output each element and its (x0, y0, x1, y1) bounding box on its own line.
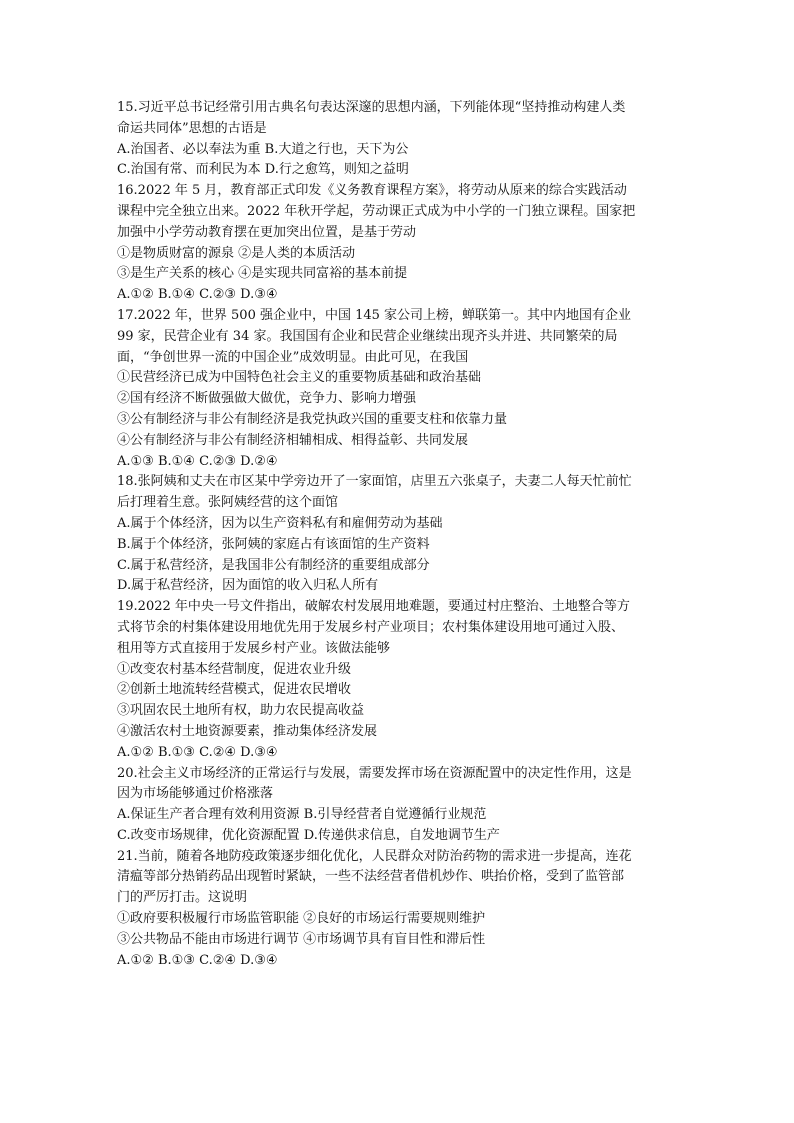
question-stem-line: 17.2022 年，世界 500 强企业中，中国 145 家公司上榜，蝉联第一。其中内地国有企业 (117, 307, 632, 323)
question-answer-choices: A.①② B.①④ C.②③ D.③④ (117, 287, 278, 303)
question-stem-line: 式将节余的村集体建设用地优先用于发展乡村产业项目；农村集体建设用地可通过入股、 (117, 619, 625, 635)
question-option-line: ②创新土地流转经营模式，促进农民增收 (117, 682, 352, 698)
question-answer-choices: A.①③ B.①④ C.②③ D.②④ (117, 453, 278, 469)
question-option-line: ④激活农村土地资源要素，推动集体经济发展 (117, 723, 378, 739)
question-option-line: A.保证生产者合理有效利用资源 B.引导经营者自觉遵循行业规范 (117, 807, 487, 823)
question-17 (117, 306, 683, 472)
question-option-line: ③是生产关系的核心 ④是实现共同富裕的基本前提 (117, 266, 408, 282)
question-18 (117, 472, 683, 597)
question-stem-line: 命运共同体”思想的古语是 (117, 120, 267, 136)
question-15 (117, 98, 683, 181)
question-19 (117, 597, 683, 763)
question-option-line: ①政府要积极履行市场监管职能 ②良好的市场运行需要规则维护 (117, 911, 486, 927)
question-stem-line: 面，“争创世界一流的中国企业”成效明显。由此可见，在我国 (117, 349, 469, 365)
question-stem-line: 21.当前，随着各地防疫政策逐步细化优化，人民群众对防治药物的需求进一步提高，连花 (117, 848, 632, 864)
question-stem-line: 租用等方式直接用于发展乡村产业。该做法能够 (117, 640, 391, 656)
question-option-line: B.属于个体经济，张阿姨的家庭占有该面馆的生产资料 (117, 536, 430, 552)
question-option-line: ③公有制经济与非公有制经济是我党执政兴国的重要支柱和依靠力量 (117, 411, 508, 427)
question-option-line: A.治国者、必以奉法为重 B.大道之行也，天下为公 (117, 141, 409, 157)
question-option-line: ③巩固农民土地所有权，助力农民提高收益 (117, 703, 365, 719)
question-stem-line: 19.2022 年中央一号文件指出，破解农村发展用地难题，要通过村庄整治、土地整合等方 (117, 599, 630, 615)
question-stem-line: 因为市场能够通过价格涨落 (117, 786, 274, 802)
question-stem-line: 课程中完全独立出来。2022 年秋开学起，劳动课正式成为中小学的一门独立课程。国家把 (117, 203, 636, 219)
question-stem-line: 清瘟等部分热销药品出现暂时紧缺，一些不法经营者借机炒作、哄抬价格，受到了监管部 (117, 869, 625, 885)
question-answer-choices: A.①② B.①③ C.②④ D.③④ (117, 952, 278, 968)
question-option-line: ④公有制经济与非公有制经济相辅相成、相得益彰、共同发展 (117, 432, 469, 448)
question-stem-line: 20.社会主义市场经济的正常运行与发展，需要发挥市场在资源配置中的决定性作用，这是 (117, 765, 632, 781)
question-stem-line: 99 家，民营企业有 34 家。我国国有企业和民营企业继续出现齐头并进、共同繁荣的局 (117, 328, 618, 344)
question-option-line: C.属于私营经济，是我国非公有制经济的重要组成部分 (117, 557, 430, 573)
question-option-line: C.改变市场规律，优化资源配置 D.传递供求信息，自发地调节生产 (117, 827, 500, 843)
question-stem-line: 15.习近平总书记经常引用古典名句表达深邃的思想内涵，下列能体现“坚持推动构建人类 (117, 100, 626, 115)
question-option-line: ②国有经济不断做强做大做优，竞争力、影响力增强 (117, 391, 417, 407)
question-option-line: A.属于个体经济，因为以生产资料私有和雇佣劳动为基础 (117, 515, 443, 531)
question-stem-line: 18.张阿姨和丈夫在市区某中学旁边开了一家面馆，店里五六张桌子，夫妻二人每天忙前忙 (117, 474, 632, 490)
question-20 (117, 764, 683, 847)
question-option-line: ①民营经济已成为中国特色社会主义的重要物质基础和政治基础 (117, 370, 482, 386)
question-21 (117, 847, 683, 972)
question-16 (117, 181, 683, 306)
question-stem-line: 后打理着生意。张阿姨经营的这个面馆 (117, 495, 339, 511)
exam-page (117, 98, 683, 971)
question-option-line: ①改变农村基本经营制度，促进农业升级 (117, 661, 352, 677)
question-option-line: C.治国有常、而利民为本 D.行之愈笃，则知之益明 (117, 162, 409, 178)
question-option-line: ①是物质财富的源泉 ②是人类的本质活动 (117, 245, 356, 261)
question-answer-choices: A.①② B.①③ C.②④ D.③④ (117, 744, 278, 760)
question-option-line: D.属于私营经济，因为面馆的收入归私人所有 (117, 578, 379, 594)
question-option-line: ③公共物品不能由市场进行调节 ④市场调节具有盲目性和滞后性 (117, 931, 486, 947)
question-stem-line: 16.2022 年 5 月，教育部正式印发《义务教育课程方案》，将劳动从原来的综合实践活动 (117, 183, 627, 199)
question-stem-line: 门的严厉打击。这说明 (117, 890, 248, 906)
question-stem-line: 加强中小学劳动教育摆在更加突出位置，是基于劳动 (117, 224, 417, 240)
